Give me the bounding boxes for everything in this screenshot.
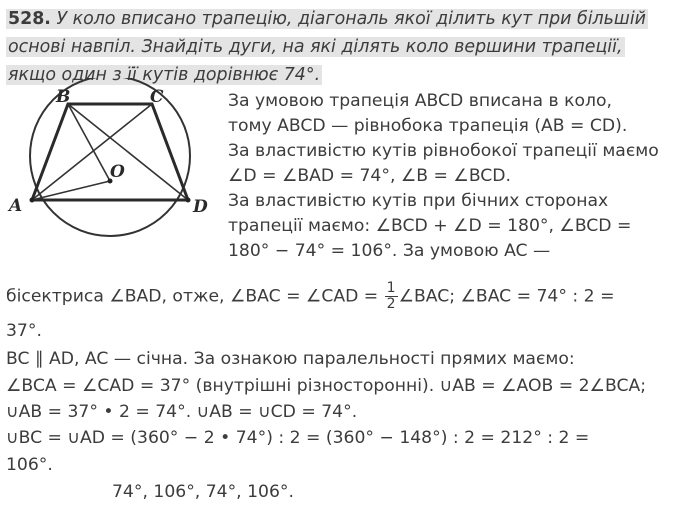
solution-line-37: 37°. (6, 321, 42, 341)
label-b: B (56, 87, 71, 107)
label-d: D (193, 197, 208, 217)
fraction-numerator: 1 (386, 280, 396, 296)
problem-line-2: основі навпіл. Знайдіть дуги, на які ділять коло вершини трапеції, (8, 37, 623, 57)
bisector-text-start: бісектриса ∠BAD, отже, ∠BAC = ∠CAD = (6, 286, 379, 307)
fraction-denominator: 2 (386, 296, 396, 312)
vertex-a-point (30, 198, 35, 203)
solution-line-2: тому ABCD — рівнобока трапеція (AB = CD). (228, 116, 628, 136)
trapezoid-abcd (32, 104, 188, 200)
problem-statement (6, 5, 682, 89)
bisector-text-end: ∠BAC; ∠BAC = 74° : 2 = (398, 286, 615, 307)
wide-line-3: ∪AB = 37° • 2 = 74°. ∪AB = ∪CD = 74°. (6, 402, 358, 422)
wide-line-5: 106°. (6, 455, 53, 475)
vertex-d-point (186, 198, 191, 203)
bisector-line (6, 281, 614, 312)
trapezoid-figure (0, 78, 225, 278)
wide-line-1: BC ∥ AD, AC — січна. За ознакою паралельності прямих маємо: (6, 349, 575, 369)
solution-line-5: За властивістю кутів при бічних сторонах (228, 191, 609, 211)
circumcircle (30, 78, 190, 236)
solution-line-1: За умовою трапеція ABCD вписана в коло, (228, 91, 612, 111)
one-half-fraction (385, 281, 398, 312)
solution-line-4: ∠D = ∠BAD = 74°, ∠B = ∠BCD. (228, 166, 512, 186)
label-a: A (9, 196, 23, 216)
wide-line-4: ∪BC = ∪AD = (360° − 2 • 74°) : 2 = (360° − 148°) : 2 = 212° : 2 = (6, 428, 590, 448)
wide-line-2: ∠BCA = ∠CAD = 37° (внутрішні різносторонні). ∪AB = ∠AOB = 2∠BCA; (6, 376, 646, 396)
solution-line-7: 180° − 74° = 106°. За умовою AC — (228, 241, 551, 261)
solution-line-3: За властивістю кутів рівнобокої трапеції маємо (228, 141, 659, 161)
label-o: O (110, 162, 125, 182)
problem-number: 528. (8, 9, 51, 29)
problem-line-1: У коло вписано трапецію, діагональ якої ділить кут при більшій (56, 9, 646, 29)
answer: 74°, 106°, 74°, 106°. (112, 482, 294, 502)
problem-line-3: якщо один з її кутів дорівнює 74°. (8, 65, 321, 85)
solution-line-6: трапеції маємо: ∠BCD + ∠D = 180°, ∠BCD = (228, 216, 632, 236)
label-c: C (150, 87, 164, 107)
